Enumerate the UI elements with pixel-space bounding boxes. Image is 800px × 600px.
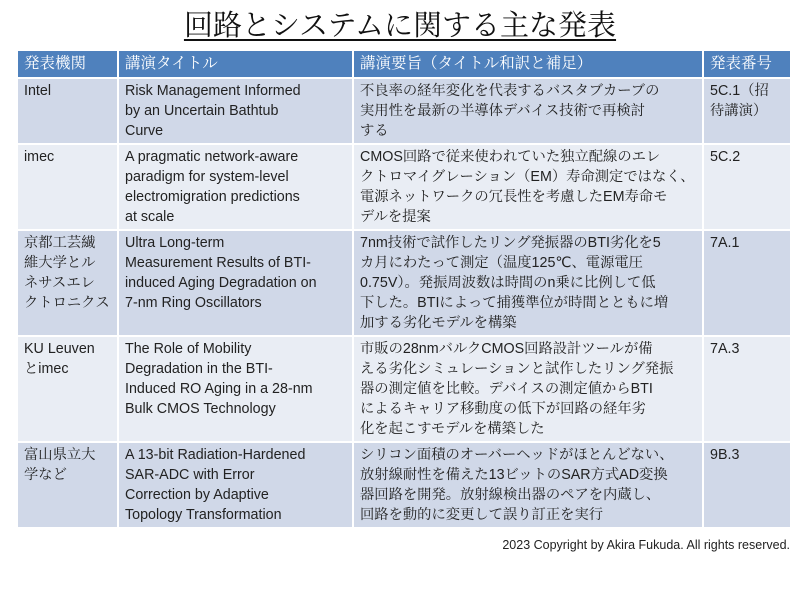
table-row bbox=[17, 442, 791, 528]
cell-summary: シリコン面積のオーバーヘッドがほとんどない、 放射線耐性を備えた13ビットのSAR方式AD変換 器回路を開発。放射線検出器のペアを内蔵し、 回路を動的に変更して誤り訂正を実行 bbox=[353, 442, 703, 528]
cell-number: 7A.3 bbox=[703, 336, 791, 442]
cell-summary: 不良率の経年変化を代表するバスタブカーブの 実用性を最新の半導体デバイス技術で再検討 する bbox=[353, 78, 703, 144]
header-number: 発表番号 bbox=[703, 50, 791, 78]
cell-title: A 13-bit Radiation-Hardened SAR-ADC with Error Correction by Adaptive Topology Transformation bbox=[118, 442, 353, 528]
presentations-table bbox=[16, 49, 792, 529]
header-title: 講演タイトル bbox=[118, 50, 353, 78]
header-summary: 講演要旨（タイトル和訳と補足） bbox=[353, 50, 703, 78]
slide-title: 回路とシステムに関する主な発表 bbox=[183, 10, 617, 42]
cell-org: imec bbox=[17, 144, 118, 230]
cell-title: Risk Management Informed by an Uncertain Bathtub Curve bbox=[118, 78, 353, 144]
cell-org: Intel bbox=[17, 78, 118, 144]
cell-org: 富山県立大 学など bbox=[17, 442, 118, 528]
cell-title: The Role of Mobility Degradation in the BTI- Induced RO Aging in a 28-nm Bulk CMOS Technology bbox=[118, 336, 353, 442]
cell-title: A pragmatic network-aware paradigm for system-level electromigration predictions at scale bbox=[118, 144, 353, 230]
table-row bbox=[17, 144, 791, 230]
cell-org: 京都工芸繊 維大学とル ネサスエレ クトロニクス bbox=[17, 230, 118, 336]
copyright-notice: 2023 Copyright by Akira Fukuda. All rights reserved. bbox=[502, 538, 790, 552]
cell-summary: CMOS回路で従来使われていた独立配線のエレ クトロマイグレーション（EM）寿命測定ではなく、 電源ネットワークの冗長性を考慮したEM寿命モ デルを提案 bbox=[353, 144, 703, 230]
table-header-row bbox=[17, 50, 791, 78]
cell-number: 7A.1 bbox=[703, 230, 791, 336]
cell-summary: 市販の28nmバルクCMOS回路設計ツールが備 える劣化シミュレーションと試作したリング発振 器の測定値を比較。デバイスの測定値からBTI によるキャリア移動度の低下が回路の経年劣 化を起こすモデルを構築した bbox=[353, 336, 703, 442]
header-org: 発表機関 bbox=[17, 50, 118, 78]
cell-number: 9B.3 bbox=[703, 442, 791, 528]
table-row bbox=[17, 230, 791, 336]
cell-org: KU Leuven とimec bbox=[17, 336, 118, 442]
cell-number: 5C.2 bbox=[703, 144, 791, 230]
cell-summary: 7nm技術で試作したリング発振器のBTI劣化を5 カ月にわたって測定（温度125℃、電源電圧 0.75V）。発振周波数は時間のn乗に比例して低 下した。BTIによって捕獲準位が時間とともに増 加する劣化モデルを構築 bbox=[353, 230, 703, 336]
table-container bbox=[0, 45, 800, 529]
table-row bbox=[17, 78, 791, 144]
table-row bbox=[17, 336, 791, 442]
cell-title: Ultra Long-term Measurement Results of BTI- induced Aging Degradation on 7-nm Ring Oscillators bbox=[118, 230, 353, 336]
cell-number: 5C.1（招 待講演） bbox=[703, 78, 791, 144]
